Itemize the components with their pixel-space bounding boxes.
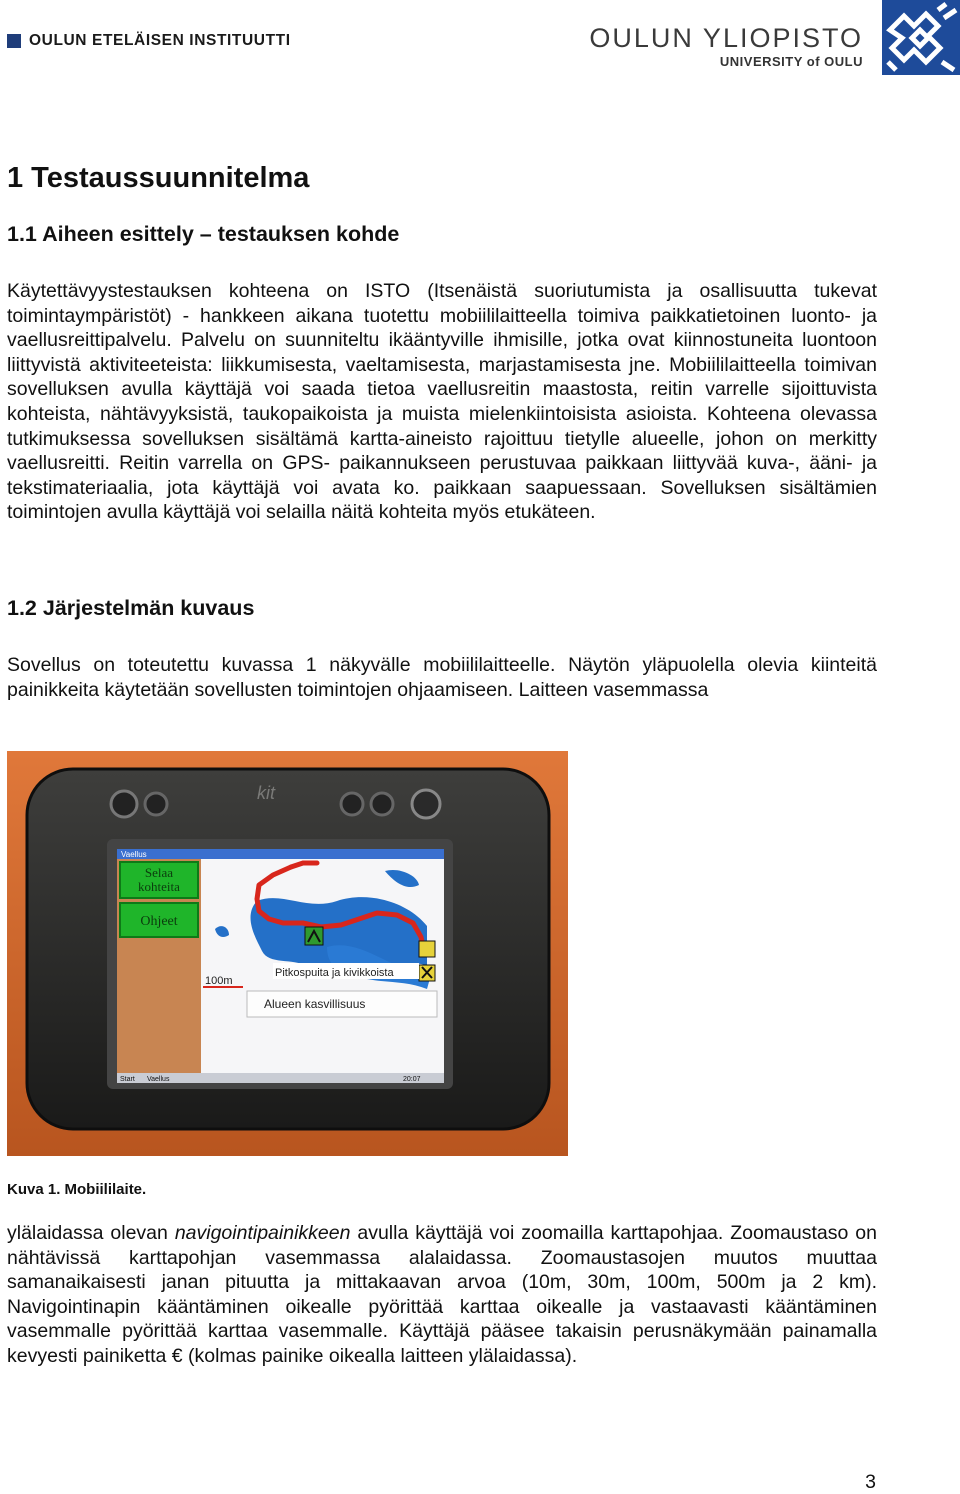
screen-help-label: Ohjeet: [140, 914, 178, 929]
section-1-1-paragraph: Käytettävyystestauksen kohteena on ISTO (Itsenäistä suoriutumista ja osallisuutta tukevat toimintaympäristöt) - hankkeen aikana tuotettu mobiililaitteella toimiva paikkatietoinen luonto- ja vaellusreittipalvelu. Palvelu on suunniteltu ikääntyville ihmisille, jotka ovat kiinnostuneita luontoon liittyvistä aktiviteeteista: liikkumisesta, vaeltamisesta, marjastamisesta jne. Mobiililaitteella toimivan sovelluksen avulla käyttäjä voi saada tietoa vaellusreitin maastosta, reitin varrelle sijoittuvista kohteista, nähtävyyksistä, taukopaikoista ja muista mielenkiintoisista asioista. Kohteena olevassa tutkimuksessa sovelluksen sisältämä kartta-aineisto rajoittuu tietylle alueelle, johon on merkitty vaellusreitti. Reitin varrella on GPS- paikannukseen perustuvaa paikkaan liittyvää kuva-, ääni- ja tekstimateriaalia, jota käyttäjä voi avata ko. paikkaan saapuessaan. Sovelluksen sisältämien toimintojen avulla käyttäjä voi selailla näitä kohteita myös etukäteen.: [7, 280, 877, 524]
figure-caption: Kuva 1. Mobiililaite.: [7, 1181, 147, 1198]
map-info-box: Alueen kasvillisuus: [264, 997, 366, 1011]
page-title: 1 Testaussuunnitelma: [7, 162, 310, 194]
device-brand-logo: kit: [257, 783, 275, 803]
section-1-1-heading: 1.1 Aiheen esittely – testauksen kohde: [7, 222, 400, 246]
continuation-italic-term: navigointipainikkeen: [174, 1222, 351, 1244]
institute-name: OULUN ETELÄISEN INSTITUUTTI: [29, 32, 291, 49]
continuation-text-1: ylälaidassa olevan: [7, 1222, 175, 1244]
section-1-2-heading: 1.2 Järjestelmän kuvaus: [7, 596, 255, 620]
screen-browse-label-1: Selaa: [144, 865, 174, 880]
screen-title: Vaellus: [121, 850, 147, 859]
university-wordmark: [589, 24, 863, 69]
taskbar-clock: 20:07: [403, 1076, 421, 1083]
mobile-device-photo: [7, 751, 568, 1156]
continuation-paragraph: [7, 1221, 877, 1369]
screen-browse-label-2: kohteita: [138, 879, 180, 894]
institute-logo-square-icon: [7, 34, 21, 48]
map-place-label: Pitkospuita ja kivikkoista: [275, 967, 394, 979]
university-name-en: UNIVERSITY of OULU: [719, 54, 863, 69]
institute-header: [7, 32, 291, 50]
university-name-fi: OULUN YLIOPISTO: [589, 23, 863, 53]
university-logo-icon: [882, 0, 960, 75]
taskbar-start: Start: [120, 1076, 135, 1083]
page-number: 3: [865, 1471, 876, 1493]
section-1-2-paragraph: Sovellus on toteutettu kuvassa 1 näkyvälle mobiililaitteelle. Näytön yläpuolella olevia kiinteitä painikkeita käytetään sovellusten toimintojen ohjaamiseen. Laitteen vasemmassa: [7, 654, 877, 701]
taskbar-app: Vaellus: [147, 1076, 170, 1083]
continuation-text-2: avulla käyttäjä voi zoomailla karttapohjaa. Zoomaustaso on nähtävissä karttapohjan vasemmassa alalaidassa. Zoomaustasojen muutos muuttaa samanaikaisesti janan pituutta ja mittakaavan arvoa (10m, 30m, 100m, 500m ja 2 km). Navigointinapin kääntäminen oikealle pyörittää karttaa oikealle ja vastaavasti kääntäminen vasemmalle pyörittää karttaa vasemmalle. Käyttäjä pääsee takaisin perusnäkymään painamalla kevyesti painiketta € (kolmas painike oikealla laitteen ylälaidassa).: [7, 1222, 877, 1367]
map-scale-label: 100m: [205, 975, 233, 987]
map-poi-marker-icon-2: [419, 941, 435, 957]
